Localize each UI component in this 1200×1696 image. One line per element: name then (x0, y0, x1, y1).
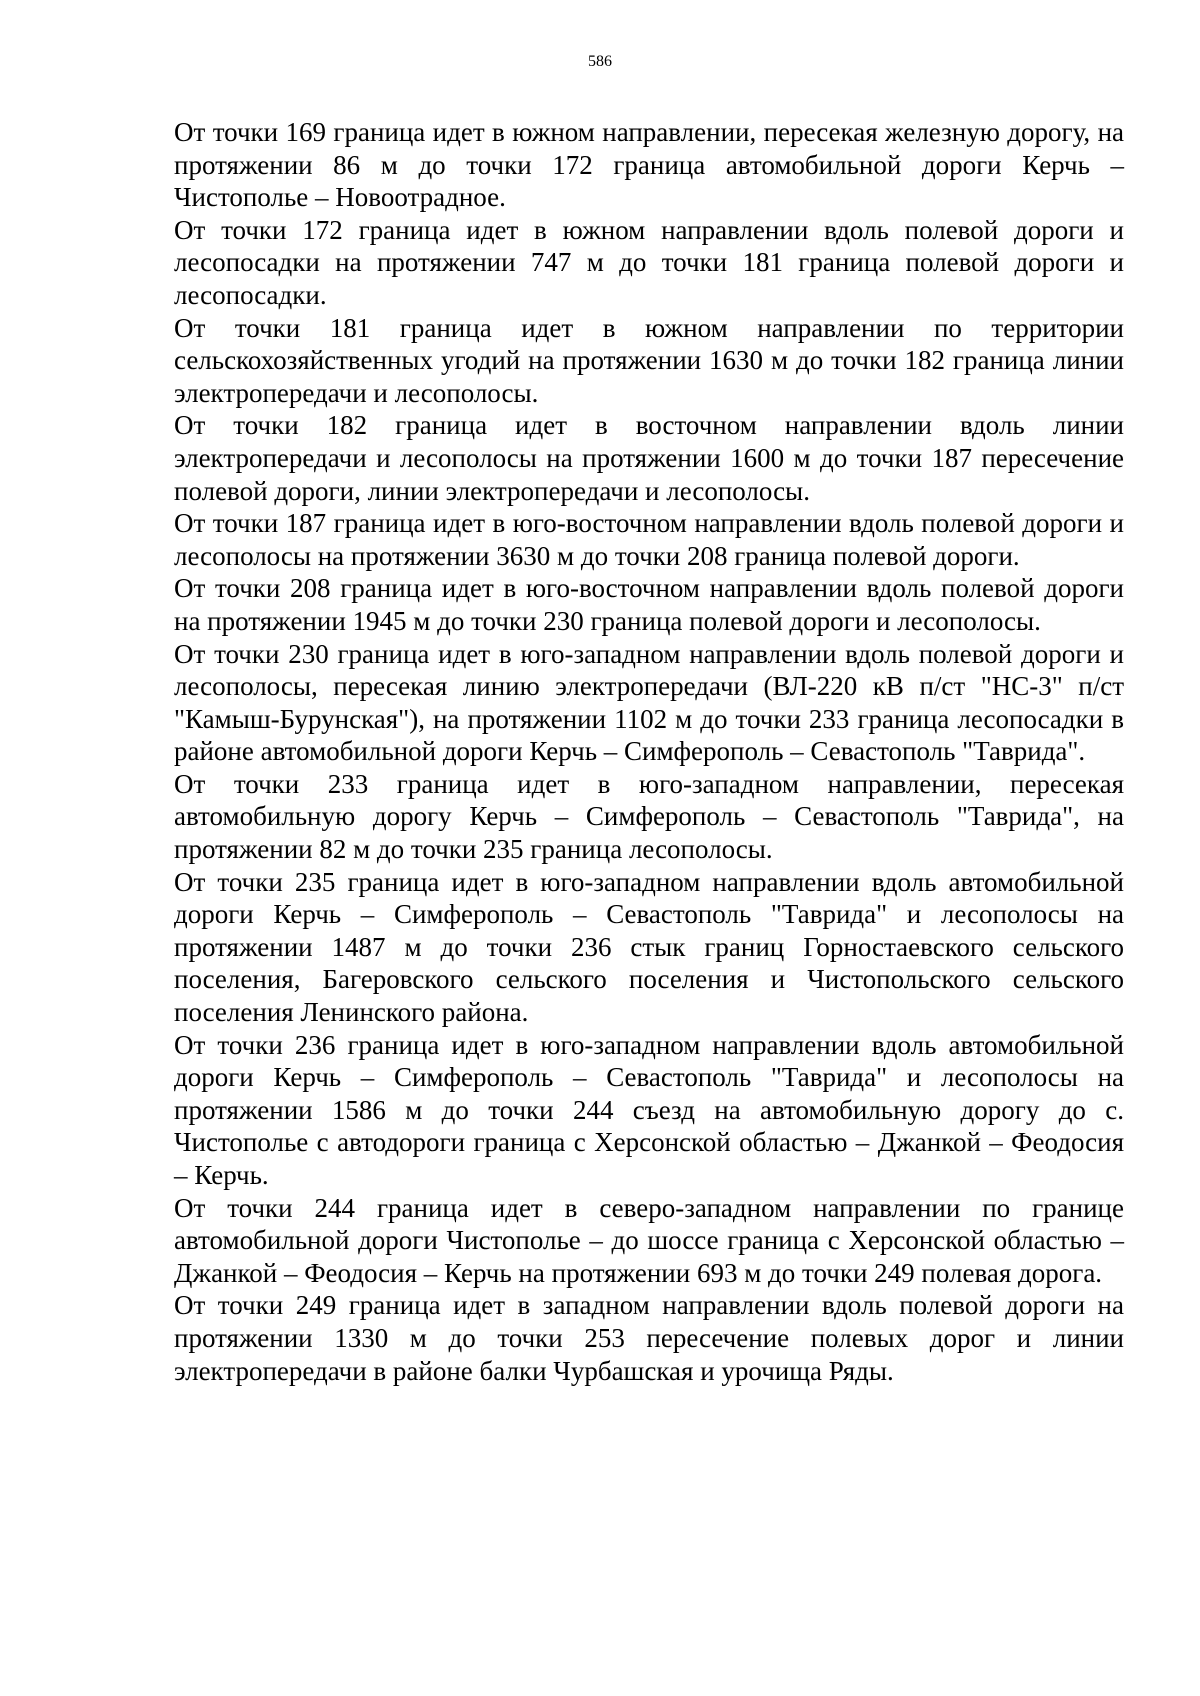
paragraph: От точки 172 граница идет в южном направлении вдоль полевой дороги и лесопосадки на протяжении 747 м до точки 181 граница полевой дороги и лесопосадки. (174, 214, 1124, 310)
paragraph: От точки 208 граница идет в юго-восточном направлении вдоль полевой дороги на протяжении 1945 м до точки 230 граница полевой дороги и лесополосы. (174, 573, 1124, 636)
paragraph: От точки 169 граница идет в южном направлении, пересекая железную дорогу, на протяжении 86 м до точки 172 граница автомобильной дороги Керчь – Чистополье – Новоотрадное. (174, 117, 1124, 213)
paragraph: От точки 236 граница идет в юго-западном направлении вдоль автомобильной дороги Керчь – Симферополь – Севастополь "Таврида" и лесополосы на протяжении 1586 м до точки 244 съезд на автомобильную дорогу до с. Чистополье с автодороги граница с Херсонской областью – Джанкой – Феодосия – Керчь. (174, 1029, 1124, 1190)
paragraph: От точки 233 граница идет в юго-западном направлении, пересекая автомобильную дорогу Керчь – Симферополь – Севастополь "Таврида", на протяжении 82 м до точки 235 граница лесополосы. (174, 768, 1124, 865)
paragraph: От точки 230 граница идет в юго-западном направлении вдоль полевой дороги и лесополосы, пересекая линию электропередачи (ВЛ-220 кВ п/ст "НС-3" п/ст "Камыш-Бурунская"), на протяжении 1102 м до точки 233 граница лесопосадки в районе автомобильной дороги Керчь – Симферополь – Севастополь "Таврида". (174, 638, 1124, 767)
paragraph: От точки 187 граница идет в юго-восточном направлении вдоль полевой дороги и лесополосы на протяжении 3630 м до точки 208 граница полевой дороги. (174, 508, 1124, 571)
paragraph: От точки 249 граница идет в западном направлении вдоль полевой дороги на протяжении 1330 м до точки 253 пересечение полевых дорог и линии электропередачи в районе балки Чурбашская и урочища Ряды. (174, 1290, 1124, 1386)
paragraph: От точки 182 граница идет в восточном направлении вдоль линии электропередачи и лесополосы на протяжении 1600 м до точки 187 пересечение полевой дороги, линии электропередачи и лесополосы. (174, 410, 1124, 506)
paragraph: От точки 181 граница идет в южном направлении по территории сельскохозяйственных угодий на протяжении 1630 м до точки 182 граница линии электропередачи и лесополосы. (174, 312, 1124, 408)
paragraph: От точки 244 граница идет в северо-западном направлении по границе автомобильной дороги Чистополье – до шоссе граница с Херсонской областью – Джанкой – Феодосия – Керчь на протяжении 693 м до точки 249 полевая дорога. (174, 1192, 1124, 1288)
page-number: 586 (588, 53, 612, 70)
document-body (174, 116, 1124, 1387)
paragraph: От точки 235 граница идет в юго-западном направлении вдоль автомобильной дороги Керчь – Симферополь – Севастополь "Таврида" и лесополосы на протяжении 1487 м до точки 236 стык границ Горностаевского сельского поселения, Багеровского сельского поселения и Чистопольского сельского поселения Ленинского района. (174, 866, 1124, 1028)
